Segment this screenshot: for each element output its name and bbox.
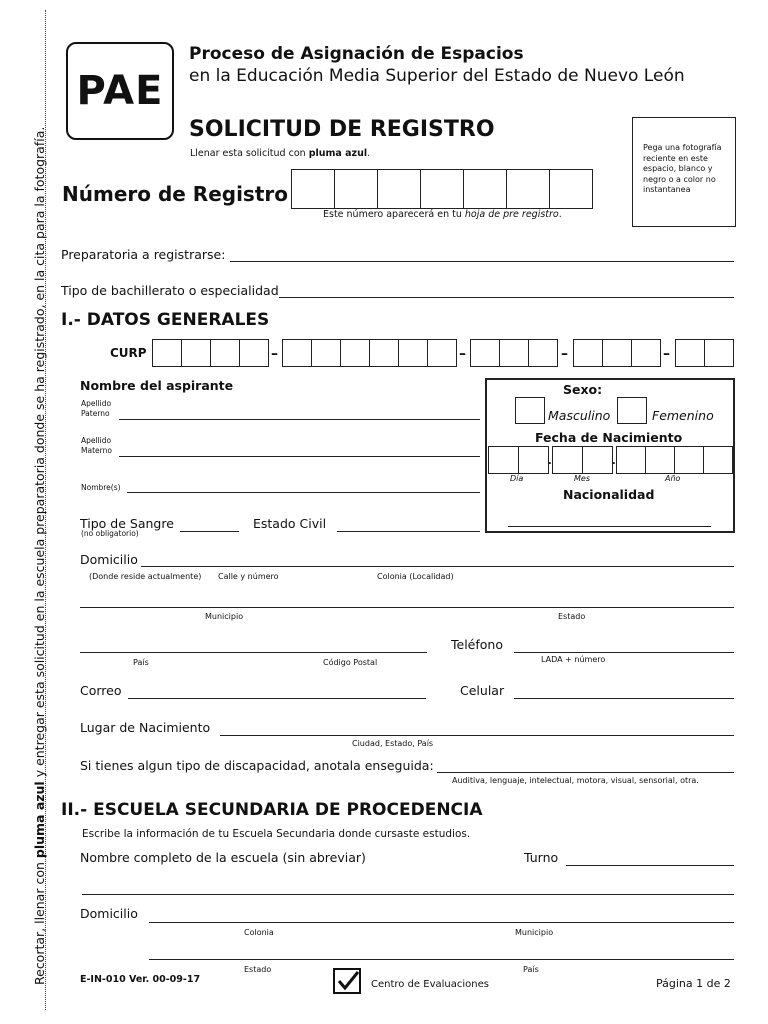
section-datos-generales: I.- DATOS GENERALES	[61, 310, 270, 330]
check-icon	[333, 968, 361, 994]
estado-civil-field[interactable]	[337, 531, 480, 532]
instruction: Llenar esta solicitud con pluma azul.	[190, 148, 371, 159]
pais-label: País	[133, 658, 149, 667]
colonia-label: Colonia	[244, 928, 274, 937]
photo-box[interactable]	[632, 117, 736, 227]
mes-label: Mes	[574, 474, 590, 483]
correo-field[interactable]	[128, 698, 426, 699]
preparatoria-field[interactable]	[230, 261, 734, 262]
discapacidad-label: Si tienes algun tipo de discapacidad, anotala enseguida:	[80, 758, 434, 773]
masculino-checkbox[interactable]	[515, 397, 545, 424]
nacionalidad-label: Nacionalidad	[563, 487, 655, 502]
turno-field[interactable]	[566, 865, 734, 866]
discapacidad-tipos: Auditiva, lenguaje, intelectual, motora, visual, sensorial, otra.	[452, 776, 699, 785]
curp-label: CURP	[110, 346, 147, 360]
form-version: E-IN-010 Ver. 00-09-17	[80, 974, 201, 985]
estado-pais-field[interactable]	[149, 959, 734, 960]
apellido-paterno-label: Apellido Paterno	[81, 399, 112, 418]
header-subtitle: en la Educación Media Superior del Estado de Nuevo León	[189, 66, 685, 86]
estado-civil-label: Estado Civil	[253, 516, 327, 531]
nacionalidad-field[interactable]	[508, 526, 711, 527]
masculino-label: Masculino	[548, 408, 611, 423]
dia-label: Día	[510, 474, 524, 483]
preparatoria-label: Preparatoria a registrarse:	[61, 247, 226, 262]
centro-evaluaciones: Centro de Evaluaciones	[371, 979, 489, 990]
no-obligatorio-label: (no obligatorio)	[81, 529, 139, 538]
apellido-paterno-field[interactable]	[119, 419, 480, 420]
tipo-sangre-field[interactable]	[180, 531, 239, 532]
lugar-nacimiento-label: Lugar de Nacimiento	[80, 720, 211, 735]
celular-label: Celular	[460, 683, 505, 698]
pae-logo: PAE	[66, 42, 174, 140]
nombre-escuela-field[interactable]	[82, 894, 734, 895]
fecha-title: Fecha de Nacimiento	[535, 430, 683, 445]
nombre-escuela-label: Nombre completo de la escuela (sin abreviar)	[80, 850, 366, 865]
domicilio-field[interactable]	[141, 566, 734, 567]
discapacidad-field[interactable]	[437, 772, 734, 773]
domicilio2-field[interactable]	[149, 922, 734, 923]
municipio-label: Municipio	[205, 612, 244, 621]
anio-label: Año	[665, 474, 681, 483]
side-instruction: Recortar, llenar con pluma azul y entregar esta solicitud en la escuela preparatoria donde se ha registrado, en la cita para la fotografía.	[32, 126, 47, 985]
donde-reside-label: (Donde reside actualmente)	[89, 572, 202, 581]
nombre-aspirante-label: Nombre del aspirante	[80, 378, 234, 393]
celular-field[interactable]	[514, 698, 734, 699]
nombres-label: Nombre(s)	[81, 483, 121, 492]
apellido-materno-field[interactable]	[119, 456, 480, 457]
municipio2-label: Municipio	[515, 928, 554, 937]
ciudad-estado-pais-label: Ciudad, Estado, País	[352, 739, 434, 748]
nombres-field[interactable]	[127, 492, 480, 493]
tipo-sangre-label: Tipo de Sangre	[80, 516, 174, 531]
calle-label: Calle y número	[218, 572, 279, 581]
municipio-estado-field[interactable]	[80, 607, 734, 608]
lugar-nacimiento-field[interactable]	[220, 735, 734, 736]
correo-label: Correo	[80, 683, 122, 698]
colonia-localidad-label: Colonia (Localidad)	[377, 572, 454, 581]
section-escuela-secundaria: II.- ESCUELA SECUNDARIA DE PROCEDENCIA	[61, 800, 483, 820]
form-title: SOLICITUD DE REGISTRO	[189, 117, 495, 142]
telefono-field[interactable]	[514, 652, 734, 653]
femenino-label: Femenino	[652, 408, 714, 423]
escuela-instruction: Escribe la información de tu Escuela Secundaria donde cursaste estudios.	[82, 828, 471, 840]
header-title: Proceso de Asignación de Espacios	[189, 44, 524, 64]
codigo-postal-label: Código Postal	[323, 658, 378, 667]
registro-label: Número de Registro	[62, 182, 288, 206]
femenino-checkbox[interactable]	[617, 397, 647, 424]
estado2-label: Estado	[244, 965, 272, 974]
pais2-label: País	[523, 965, 539, 974]
bachillerato-label: Tipo de bachillerato o especialidad	[61, 283, 279, 298]
registro-note: Este número aparecerá en tu hoja de pre registro.	[323, 209, 562, 220]
bachillerato-field[interactable]	[279, 297, 734, 298]
lada-label: LADA + número	[541, 655, 606, 664]
domicilio2-label: Domicilio	[80, 906, 138, 921]
turno-label: Turno	[524, 850, 559, 865]
sexo-title: Sexo:	[563, 382, 603, 397]
telefono-label: Teléfono	[451, 637, 503, 652]
photo-box-text: Pega una fotografía reciente en este espacio, blanco y negro o a color no instantanea	[643, 143, 722, 194]
page-number: Página 1 de 2	[656, 977, 731, 990]
estado-label: Estado	[558, 612, 586, 621]
apellido-materno-label: Apellido Materno	[81, 436, 112, 455]
domicilio-label: Domicilio	[80, 552, 138, 567]
pais-cp-field[interactable]	[80, 652, 427, 653]
